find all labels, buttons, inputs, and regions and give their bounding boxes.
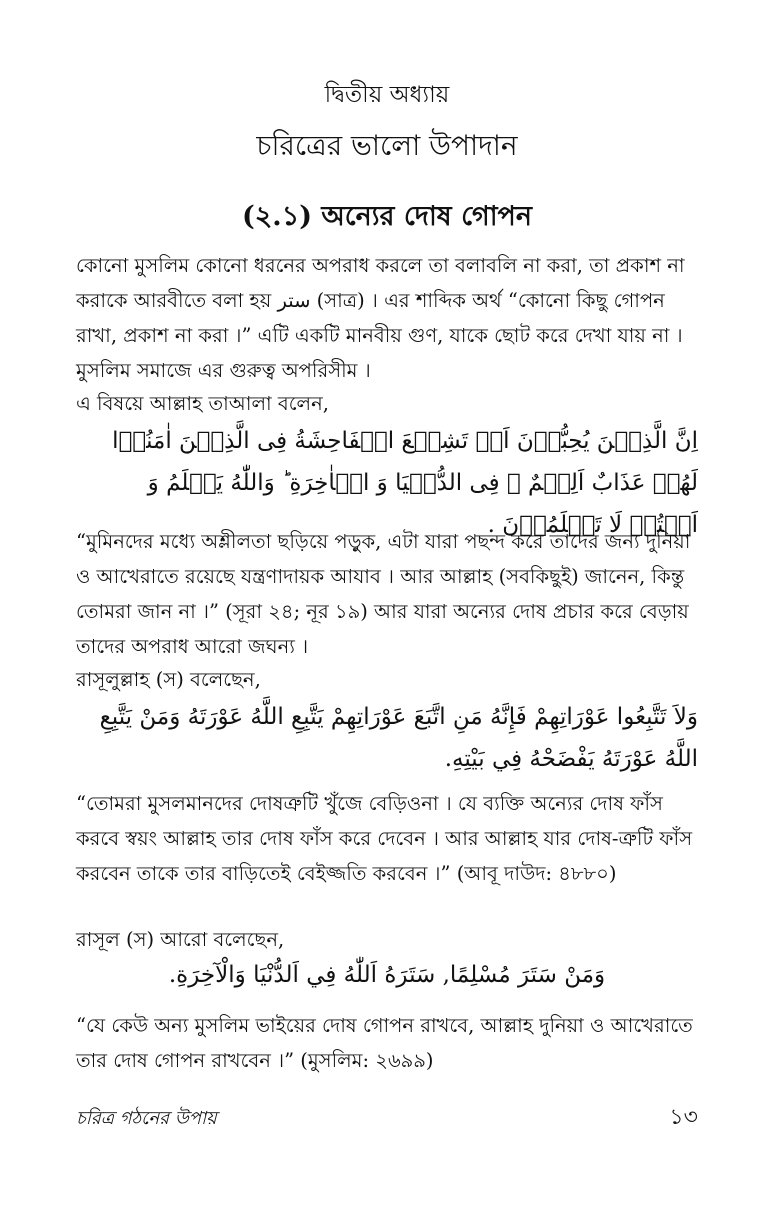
arabic-hadith-2: وَمَنْ سَتَرَ مُسْلِمًا, سَتَرَهُ اَللّٰهُ فِي اَلدُّنْيَا وَالْآخِرَةِ.: [168, 962, 606, 988]
page-number: ১৩: [669, 1105, 698, 1130]
page-title: চরিত্রের ভালো উপাদান: [256, 129, 518, 162]
paragraph-prophet-said: রাসূলুল্লাহ (স) বলেছেন,: [76, 668, 261, 691]
footer-book-title: চরিত্র গঠনের উপায়: [76, 1108, 217, 1129]
chapter-label: দ্বিতীয় অধ্যায়: [324, 82, 450, 108]
section-heading: (২.১) অন্যের দোষ গোপন: [241, 201, 533, 232]
paragraph-allah-says: এ বিষয়ে আল্লাহ তাআলা বলেন,: [76, 392, 329, 415]
arabic-hadith-1: وَلاَ تَتَّبِعُوا عَوْرَاتِهِمْ فَإِنَّهُ مَنِ اتَّبَعَ عَوْرَاتِهِمْ يَتَّبِعِ اللَّهُ عَوْرَتَهُ وَمَنْ يَتَّبِعِ اللَّهُ عَوْرَتَهُ يَفْضَحْهُ فِي بَيْتِهِ.: [99, 704, 698, 772]
paragraph-verse-translation: “মুমিনদের মধ্যে অশ্লীলতা ছড়িয়ে পড়ুক, এটা যারা পছন্দ করে তাদের জন্য দুনিয়া ও আখেরাতে রয়েছে যন্ত্রণাদায়ক আযাব । আর আল্লাহ (সবকিছুই) জানেন, কিন্তু তোমরা জান না ।” (সূরা ২৪; নূর ১৯) আর যারা অন্যের দোষ প্রচার করে বেড়ায় তাদের অপরাধ আরো জঘন্য ।: [76, 530, 691, 658]
paragraph-hadith-1-translation: “তোমরা মুসলমানদের দোষত্রুটি খুঁজে বেড়িওনা । যে ব্যক্তি অন্যের দোষ ফাঁস করবে স্বয়ং আল্লাহ তার দোষ ফাঁস করে দেবেন । আর আল্লাহ যার দোষ-ত্রুটি ফাঁস করবেন তাকে তার বাড়িতেই বেইজ্জতি করবেন ।” (আবূ দাউদ: ৪৮৮০): [76, 792, 693, 885]
paragraph-prophet-also-said: রাসূল (স) আরো বলেছেন,: [76, 928, 285, 951]
paragraph-hadith-2-translation: “যে কেউ অন্য মুসলিম ভাইয়ের দোষ গোপন রাখবে, আল্লাহ দুনিয়া ও আখেরাতে তার দোষ গোপন রাখবেন ।” (মুসলিম: ২৬৯৯): [76, 1014, 693, 1072]
paragraph-intro: কোনো মুসলিম কোনো ধরনের অপরাধ করলে তা বলাবলি না করা, তা প্রকাশ না করাকে আরবীতে বলা হয় ستر (সাত্র) । এর শাব্দিক অর্থ “কোনো কিছু গোপন রাখা, প্রকাশ না করা ।” এটি একটি মানবীয় গুণ, যাকে ছোট করে দেখা যায় না । মুসলিম সমাজে এর গুরুত্ব অপরিসীম ।: [76, 254, 685, 382]
arabic-verse-quran: اِنَّ الَّذِيۡنَ يُحِبُّوۡنَ اَنۡ تَشِيۡعَ الۡفَاحِشَةُ فِى الَّذِيۡنَ اٰمَنُوۡا لَهُمۡ عَذَابٌ اَلِيۡمٌ ۙ فِى الدُّنۡيَا وَ الۡاٰخِرَةِ‌ ؕ وَاللّٰهُ يَعۡلَمُ وَ اَنۡتُمۡ لَا تَعۡلَمُوۡنَ ‏.: [112, 428, 698, 538]
